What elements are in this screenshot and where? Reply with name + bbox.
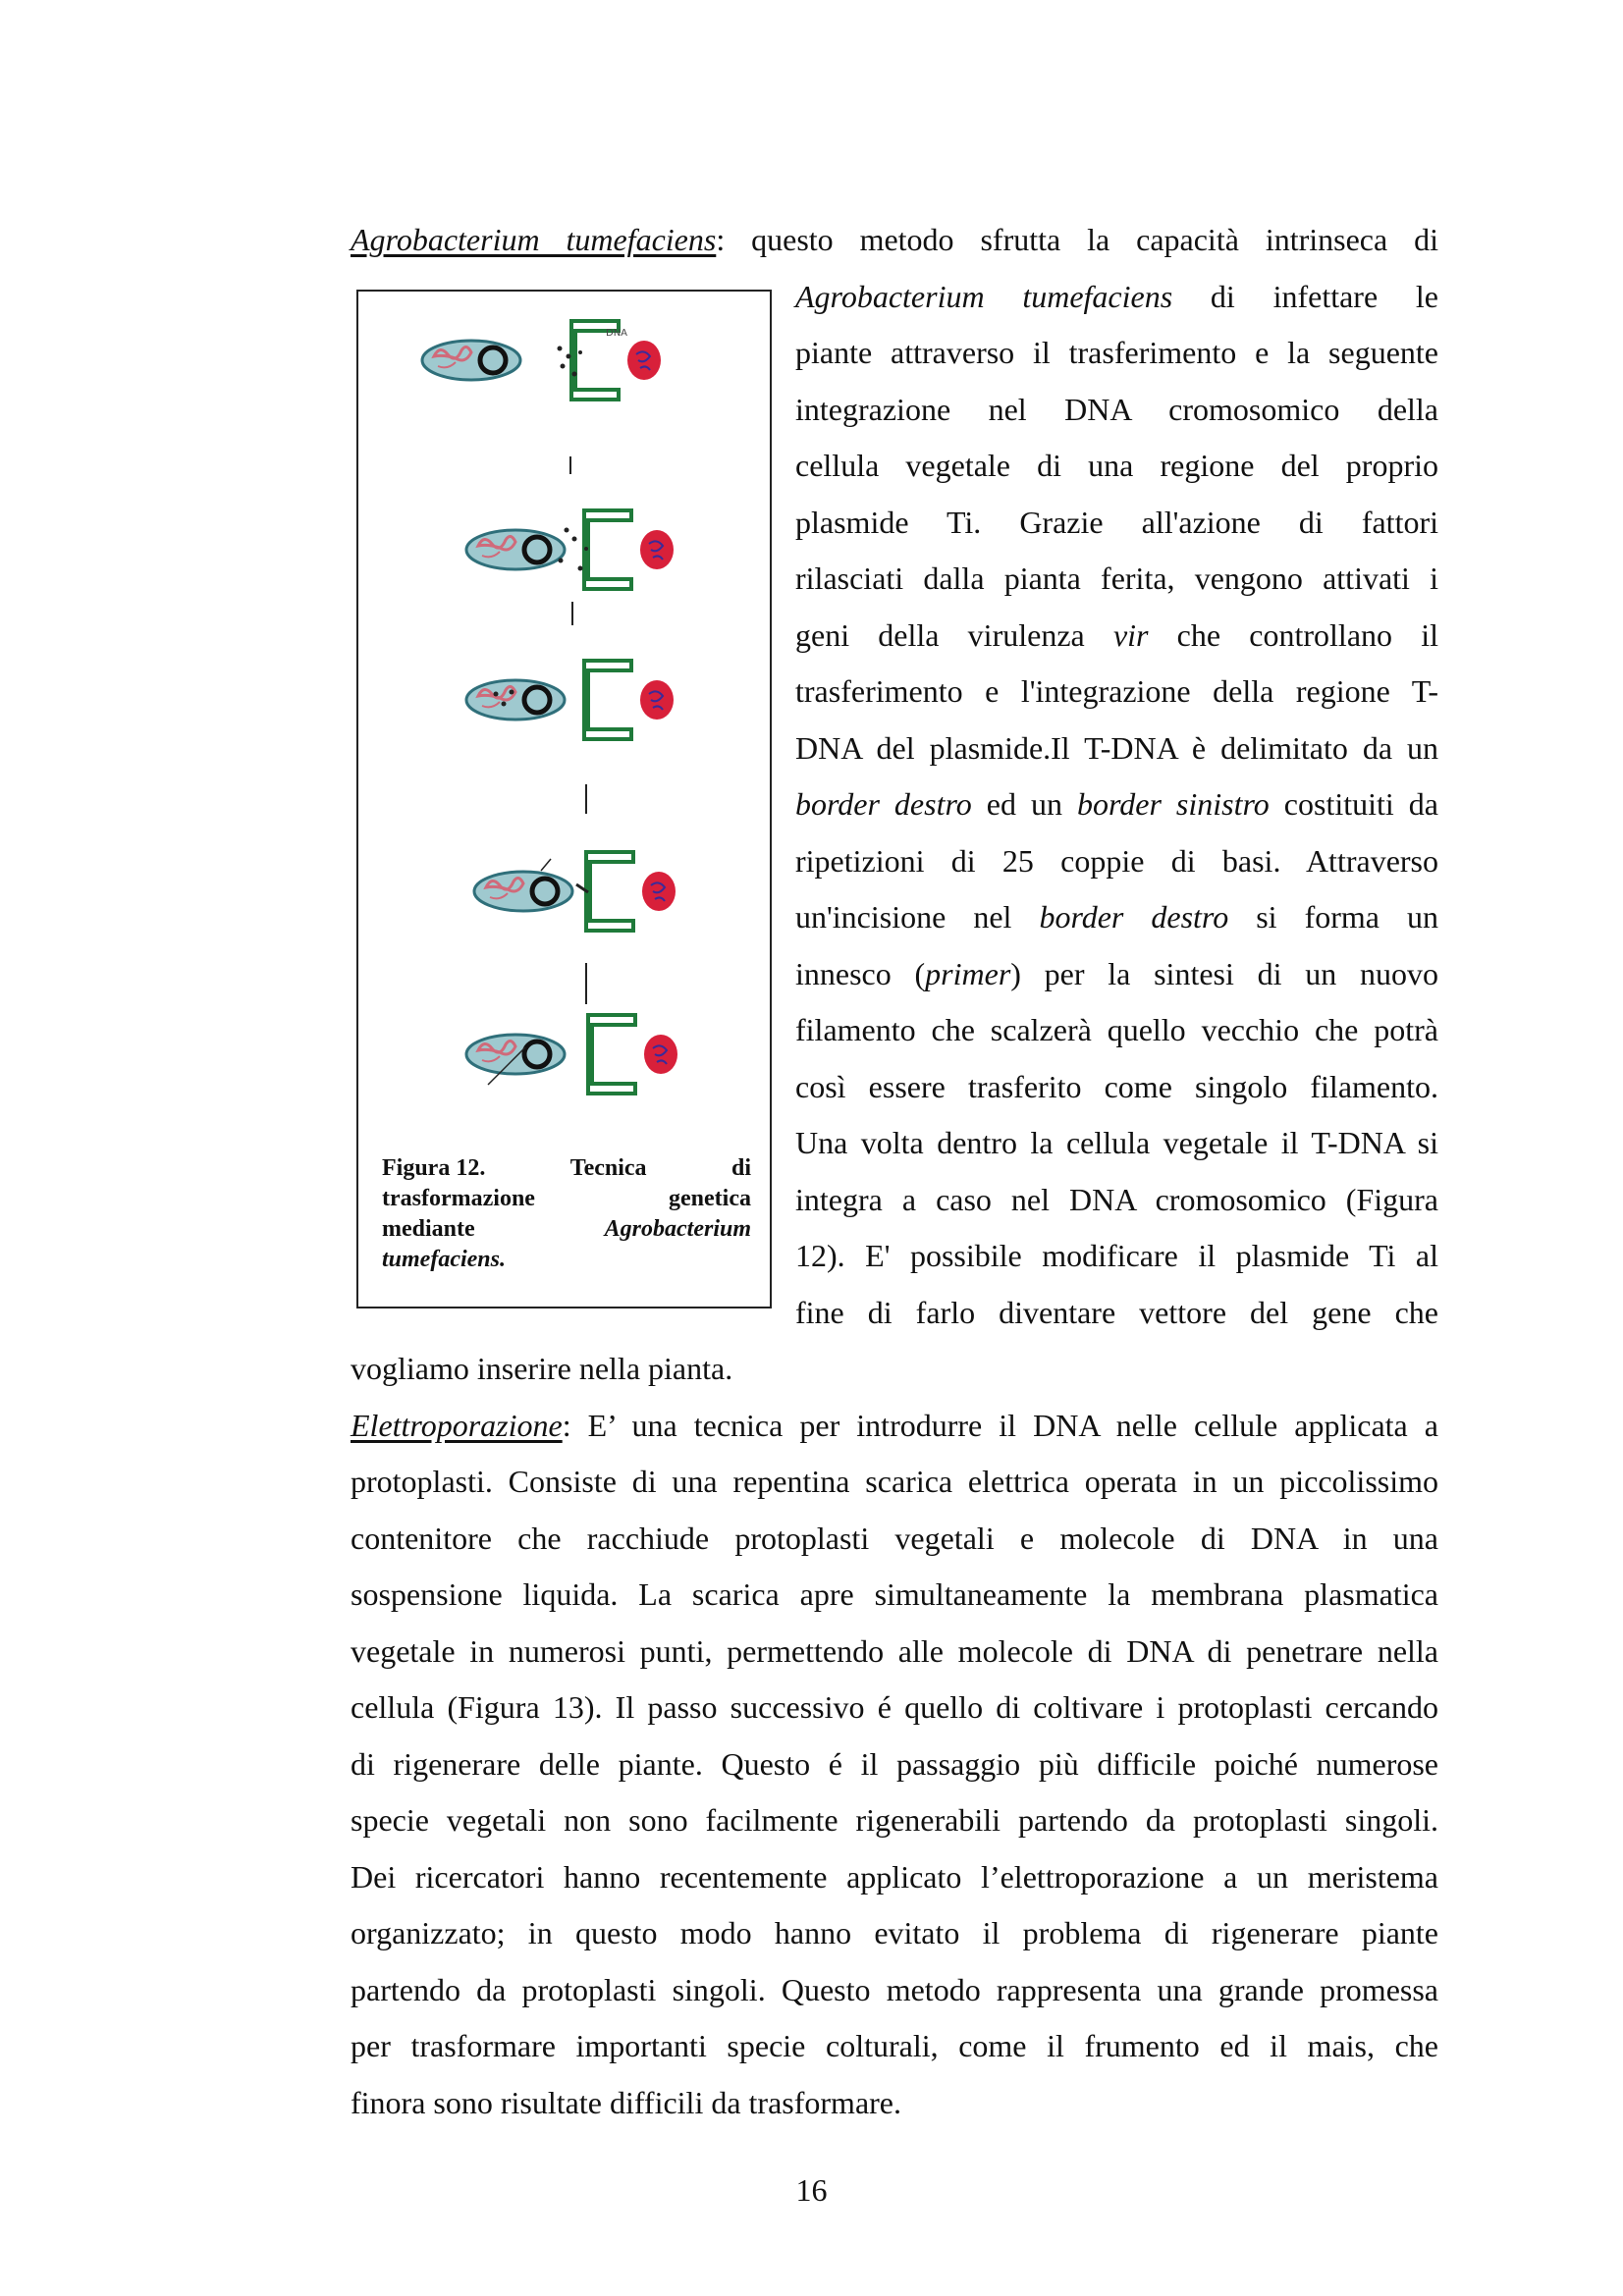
caption-row-3 [382,1214,751,1245]
stage-4-plant-cell [586,852,676,931]
text-segment: integrazione nel DNA cromosomico della [795,391,1438,427]
page-number: 16 [795,2172,828,2208]
text-segment: ) per la sintesi di un nuovo [1010,955,1439,991]
paragraph-line [795,1059,1438,1116]
caption-word-tecnica: Tecnica [569,1155,647,1181]
text-segment: ripetizioni di 25 coppie di basi. Attraverso [795,842,1438,879]
text-segment: 12). E' possibile modificare il plasmide Ti al [795,1238,1438,1273]
paragraph-line [795,438,1438,495]
paragraph-line: sospensione liquida. La scarica apre simultaneamente la membrana plasmatica [351,1576,1438,1612]
italic-term: vir [1112,616,1149,653]
caption-word-mediante: mediante [382,1216,475,1242]
stage-5-plant-cell [588,1015,677,1094]
paragraph-line [795,889,1438,946]
italic-term: border sinistro [1077,786,1270,822]
paragraph-line: organizzato; in questo modo hanno evitato il problema di rigenerare piante [351,1915,1438,1950]
paragraph-line [795,664,1438,721]
paragraph-line [795,946,1438,1003]
paragraph-line: per trasformare importanti specie colturali, come il frumento ed il mais, che [351,2028,1438,2063]
text-segment: rilasciati dalla pianta ferita, vengono attivati i [795,561,1438,596]
paragraph-line [795,833,1438,890]
section2-first-line [351,1398,1438,1455]
paragraph-line: partendo da protoplasti singoli. Questo metodo rappresenta una grande promessa [351,1971,1438,2007]
caption-figure-label: Figura 12. [382,1155,486,1181]
section2-heading: Elettroporazione [351,1407,563,1443]
section1-wrapped-paragraph [795,269,1438,1342]
figure-12-box [356,290,772,1308]
text-segment: integra a caso nel DNA cromosomico (Figura [795,1181,1438,1217]
text-segment: costituiti da [1269,786,1439,822]
agrobacterium-transformation-diagram [358,292,770,1136]
paragraph-line: protoplasti. Consiste di una repentina scarica elettrica operata in un piccolissimo [351,1464,1438,1499]
section1-closing-line: vogliamo inserire nella pianta. [351,1351,733,1386]
paragraph-line [795,1172,1438,1229]
paragraph-line [795,1002,1438,1059]
stage-1-bacterium [422,341,520,380]
paragraph-line: cellula (Figura 13). Il passo successivo é quello di coltivare i protoplasti cercando [351,1689,1438,1725]
text-segment: Una volta dentro la cellula vegetale il T-DNA si [795,1125,1438,1160]
paragraph-line [795,269,1438,326]
italic-term: primer [925,955,1011,991]
text-segment: di infettare le [1172,278,1439,314]
text-segment: cellula vegetale di una regione del proprio [795,448,1438,483]
paragraph-line [795,608,1438,665]
paragraph-line [795,776,1438,833]
section1-heading-colon: : [716,222,726,257]
italic-term: Agrobacterium tumefaciens [795,278,1173,314]
paragraph-line: specie vegetali non sono facilmente rigenerabili partendo da protoplasti singoli. [351,1802,1438,1838]
section2-last-line: finora sono risultate difficili da trasformare. [351,2084,901,2120]
section2-heading-colon: : [562,1407,571,1443]
paragraph-line [795,551,1438,608]
text-segment: un'incisione nel [795,899,1040,934]
section1-heading: Agrobacterium tumefaciens [351,222,717,257]
caption-word-tumefaciens: tumefaciens. [382,1247,506,1272]
text-segment: ed un [971,786,1077,822]
italic-term: border destro [1039,899,1229,934]
caption-row-4 [382,1245,751,1275]
text-segment: che controllano il [1148,616,1439,653]
text-segment: trasferimento e l'integrazione della regione T- [795,673,1438,709]
caption-row-2 [382,1184,751,1214]
text-segment: geni della virulenza [795,616,1113,653]
dna-label: DNA [606,328,628,339]
paragraph-line: Dei ricercatori hanno recentemente applicato l’elettroporazione a un meristema [351,1858,1438,1895]
text-segment: così essere trasferito come singolo filamento. [795,1068,1438,1104]
stage-4-bacterium [474,872,572,911]
text-segment: DNA del plasmide.Il T-DNA è delimitato da un [795,729,1438,766]
paragraph-line [795,1228,1438,1285]
paragraph-line [795,1115,1438,1172]
section1-first-line [351,212,1438,269]
text-segment: piante attraverso il trasferimento e la seguente [795,335,1438,370]
italic-term: border destro [795,786,972,822]
stage-2-bacterium [466,530,565,569]
paragraph-line: di rigenerare delle piante. Questo é il passaggio più difficile poiché numerose [351,1745,1438,1782]
text-segment: filamento che scalzerà quello vecchio che potrà [795,1012,1438,1047]
paragraph-line: contenitore che racchiude protoplasti vegetali e molecole di DNA in una [351,1520,1438,1556]
paragraph-line [795,721,1438,777]
paragraph-line [795,325,1438,382]
paragraph-line: vegetale in numerosi punti, permettendo alle molecole di DNA di penetrare nella [351,1632,1438,1669]
caption-row-1 [382,1153,751,1184]
text-segment: plasmide Ti. Grazie all'azione di fattori [795,504,1438,540]
figure-12-caption [382,1153,751,1275]
paragraph-line [795,382,1438,439]
paragraph-line [795,1285,1438,1342]
section1-first-line-text: questo metodo sfrutta la capacità intrinseca di [751,222,1438,257]
text-segment: si forma un [1228,899,1439,934]
stage-4-pointer [541,859,551,871]
caption-word-di: di [730,1155,751,1181]
caption-word-agrobacterium: Agrobacterium [604,1216,751,1242]
text-segment: innesco ( [795,955,926,991]
text-segment: fine di farlo diventare vettore del gene che [795,1294,1438,1330]
caption-word-trasformazione: trasformazione [382,1186,535,1211]
paragraph-line [795,495,1438,552]
stage-3-bacterium [466,680,565,720]
section2-paragraph [351,1454,1438,2075]
stage-3-plant-cell [584,661,674,739]
caption-word-genetica: genetica [669,1186,751,1211]
section2-first-line-text: E’ una tecnica per introdurre il DNA nelle cellule applicata a [587,1407,1439,1443]
stage-2-plant-cell [584,510,674,589]
stage-5-bacterium [466,1035,565,1074]
